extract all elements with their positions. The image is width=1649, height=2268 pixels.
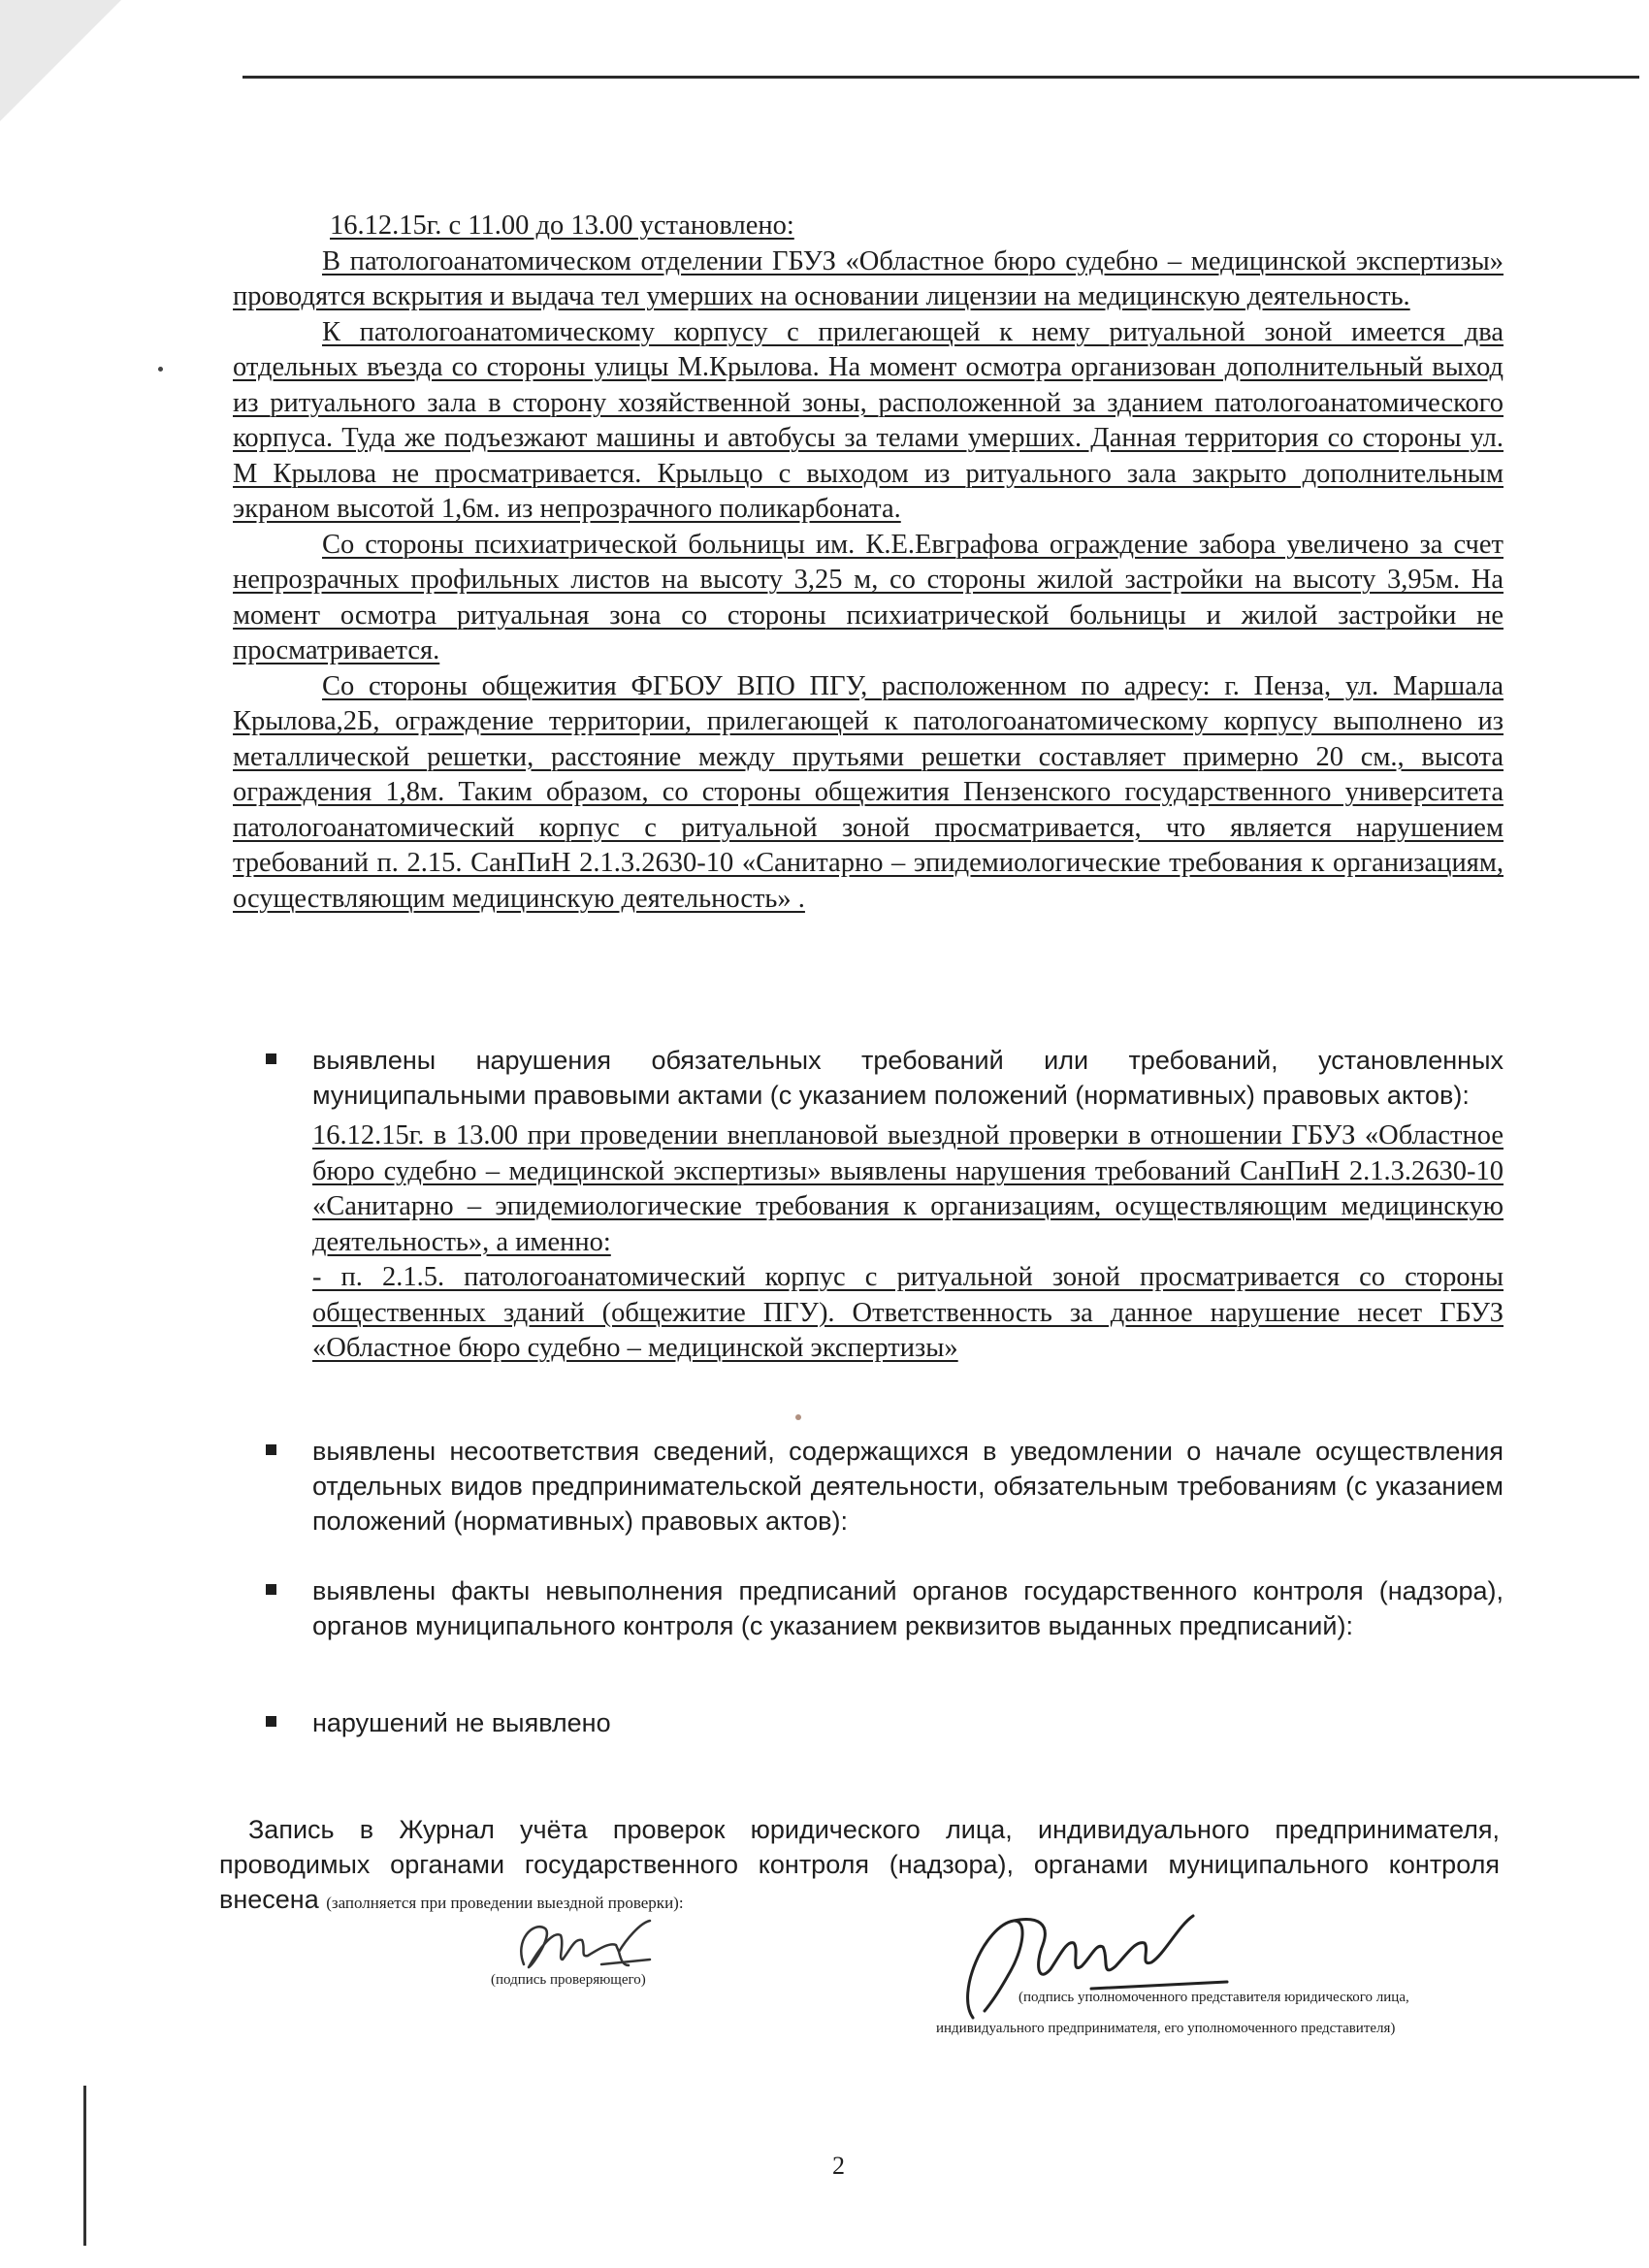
finding-text: - п. 2.1.5. патологоанатомический корпус с ритуальной зоной просматривается со стороны общественных зданий (общежитие ПГУ). Ответственность за данное нарушение несет ГБУЗ «Областное бюро судебно – медицинской экспертизы»: [312, 1262, 1504, 1363]
bullet-text: выявлены несоответствия сведений, содержащихся в уведомлении о начале осуществления отдельных видов предпринимательской деятельности, обязательным требованиям (с указанием положений (нормативных) правовых актов):: [312, 1437, 1504, 1536]
bullet-text: нарушений не выявлено: [312, 1708, 611, 1737]
scan-edge-mark: [83, 2086, 86, 2246]
inspection-narrative: [233, 209, 1504, 917]
narrative-date-line: 16.12.15г. с 11.00 до 13.00 установлено:: [330, 211, 794, 241]
journal-note: (заполняется при проведении выездной проверки):: [326, 1894, 684, 1912]
bullet-non-compliance: [270, 1573, 1504, 1643]
bullet-none-found: [270, 1705, 1504, 1740]
representative-signature-caption: индивидуального предпринимателя, его уполномоченного представителя): [936, 2021, 1396, 2036]
bullet-mismatch: [270, 1434, 1504, 1539]
journal-entry: [219, 1812, 1500, 1921]
bullet-marker: [266, 1716, 276, 1727]
narrative-paragraph: К патологоанатомическому корпусу с прилегающей к нему ритуальной зоной имеется два отдельных въезда со стороны улицы М.Крылова. На момент осмотра организован дополнительный выход из ритуального зала в сторону хозяйственной зоны, расположенной за зданием патологоанатомического корпуса. Туда же подъезжают машины и автобусы за телами умерших. Данная территория со стороны ул. М Крылова не просматривается. Крыльцо с выходом из ритуального зала закрыто дополнительным экраном высотой 1,6м. из непрозрачного поликарбоната.: [233, 316, 1504, 524]
bullet-marker: [266, 1444, 276, 1455]
bullet-marker: [266, 1584, 276, 1595]
bullet-text: выявлены нарушения обязательных требований или требований, установленных муниципальными правовыми актами (с указанием положений (нормативных) правовых актов):: [312, 1046, 1504, 1110]
narrative-paragraph: Со стороны общежития ФГБОУ ВПО ПГУ, расположенном по адресу: г. Пенза, ул. Маршала Крылова,2Б, ограждение территории, прилегающей к патологоанатомическому корпусу выполнено из металлической решетки, расстояние между прутьями решетки составляет примерно 20 см., высота ограждения 1,8м. Таким образом, со стороны общежития Пензенского государственного университета патологоанатомический корпус с ритуальной зоной просматривается, что является нарушением требований п. 2.15. СанПиН 2.1.3.2630-10 «Санитарно – эпидемиологические требования к организациям, осуществляющим медицинскую деятельность» .: [233, 670, 1504, 914]
inspector-signature-caption: (подпись проверяющего): [491, 1972, 646, 1988]
scan-corner-fold: [0, 0, 121, 121]
narrative-paragraph: Со стороны психиатрической больницы им. К.Е.Евграфова ограждение забора увеличено за счет непрозрачных профильных листов на высоту 3,25 м, со стороны жилой застройки на высоту 3,95м. На момент осмотра ритуальная зона со стороны психиатрической больницы и жилой застройки не просматривается.: [233, 529, 1504, 665]
finding-text: 16.12.15г. в 13.00 при проведении внеплановой выездной проверки в отношении ГБУЗ «Областное бюро судебно – медицинской экспертизы» выявлены нарушения требований СанПиН 2.1.3.2630-10 «Санитарно – эпидемиологические требования к организациям, осуществляющим медицинскую деятельность», а именно:: [312, 1120, 1504, 1257]
bullet-text: выявлены факты невыполнения предписаний органов государственного контроля (надзора), органов муниципального контроля (с указанием реквизитов выданных предписаний):: [312, 1576, 1504, 1640]
page-number: 2: [832, 2152, 845, 2180]
journal-text: Запись в Журнал учёта проверок юридического лица, индивидуального предпринимателя, проводимых органами государственного контроля (надзора), органами муниципального контроля внесена (заполняется при проведении выездной проверки):: [219, 1815, 1500, 1914]
scan-speck: [795, 1414, 801, 1420]
bullet-violations: [270, 1043, 1504, 1367]
top-rule: [242, 76, 1639, 79]
representative-signature-caption: (подпись уполномоченного представителя юридического лица,: [1018, 1990, 1409, 2005]
representative-signature: [946, 1896, 1237, 2032]
narrative-paragraph: В патологоанатомическом отделении ГБУЗ «Областное бюро судебно – медицинской экспертизы» проводятся вскрытия и выдача тел умерших на основании лицензии на медицинскую деятельность.: [233, 245, 1504, 311]
scan-speck: [158, 367, 163, 372]
violation-finding: [312, 1118, 1504, 1367]
bullet-marker: [266, 1053, 276, 1064]
